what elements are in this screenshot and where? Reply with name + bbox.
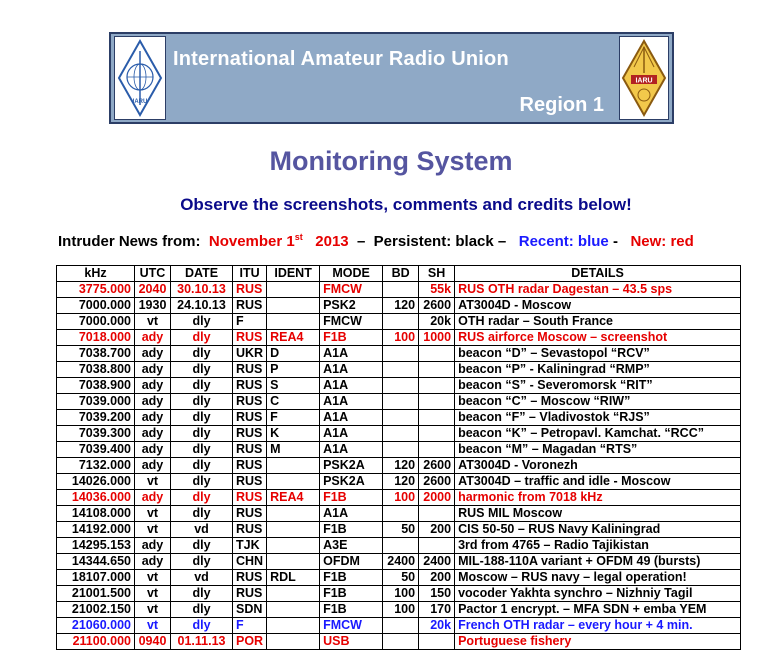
cell-mode: USB <box>320 634 383 650</box>
cell-ident: RDL <box>267 570 320 586</box>
iaru-logo-left <box>114 36 166 120</box>
cell-mode: F1B <box>320 570 383 586</box>
svg-text:IARU: IARU <box>635 77 653 85</box>
cell-sh <box>419 538 455 554</box>
col-header-details: DETAILS <box>455 266 741 282</box>
cell-sh: 55k <box>419 282 455 298</box>
table-row <box>57 522 741 538</box>
cell-mode: PSK2 <box>320 298 383 314</box>
cell-bd: 2400 <box>383 554 419 570</box>
cell-utc: vt <box>135 314 171 330</box>
cell-bd <box>383 506 419 522</box>
cell-itu: RUS <box>233 298 267 314</box>
cell-khz: 18107.000 <box>57 570 135 586</box>
cell-ident <box>267 554 320 570</box>
cell-sh <box>419 410 455 426</box>
table-row <box>57 394 741 410</box>
cell-utc: ady <box>135 442 171 458</box>
cell-details: beacon “K” – Petropavl. Kamchat. “RCC” <box>455 426 741 442</box>
cell-utc: ady <box>135 458 171 474</box>
cell-utc: vt <box>135 618 171 634</box>
cell-bd <box>383 362 419 378</box>
cell-utc: ady <box>135 346 171 362</box>
cell-ident: S <box>267 378 320 394</box>
cell-itu: RUS <box>233 474 267 490</box>
svg-text:IARU: IARU <box>132 99 148 105</box>
cell-date: dly <box>171 426 233 442</box>
cell-itu: RUS <box>233 458 267 474</box>
cell-khz: 14192.000 <box>57 522 135 538</box>
cell-utc: ady <box>135 426 171 442</box>
cell-details: beacon “C” – Moscow “RIW” <box>455 394 741 410</box>
cell-date: dly <box>171 378 233 394</box>
cell-date: 01.11.13 <box>171 634 233 650</box>
cell-ident <box>267 634 320 650</box>
cell-sh: 200 <box>419 522 455 538</box>
cell-details: beacon “M” – Magadan “RTS” <box>455 442 741 458</box>
cell-bd <box>383 378 419 394</box>
cell-details: Moscow – RUS navy – legal operation! <box>455 570 741 586</box>
cell-sh <box>419 378 455 394</box>
cell-khz: 14036.000 <box>57 490 135 506</box>
cell-khz: 7000.000 <box>57 298 135 314</box>
cell-sh: 1000 <box>419 330 455 346</box>
cell-itu: RUS <box>233 410 267 426</box>
cell-bd <box>383 538 419 554</box>
cell-itu: RUS <box>233 506 267 522</box>
cell-ident: REA4 <box>267 490 320 506</box>
cell-itu: F <box>233 314 267 330</box>
cell-utc: vt <box>135 586 171 602</box>
table-row <box>57 506 741 522</box>
table-row <box>57 426 741 442</box>
cell-date: vd <box>171 570 233 586</box>
table-row <box>57 538 741 554</box>
region-label: Region 1 <box>519 94 604 116</box>
cell-details: 3rd from 4765 – Radio Tajikistan <box>455 538 741 554</box>
cell-ident: M <box>267 442 320 458</box>
cell-date: 30.10.13 <box>171 282 233 298</box>
cell-details: AT3004D - Voronezh <box>455 458 741 474</box>
cell-khz: 21001.500 <box>57 586 135 602</box>
cell-date: dly <box>171 362 233 378</box>
cell-sh: 150 <box>419 586 455 602</box>
cell-itu: RUS <box>233 378 267 394</box>
cell-khz: 7039.400 <box>57 442 135 458</box>
cell-itu: RUS <box>233 442 267 458</box>
legend-new: New: red <box>630 233 694 250</box>
cell-bd: 120 <box>383 458 419 474</box>
legend-separator: - <box>612 233 618 250</box>
table-header-row <box>57 266 741 282</box>
cell-date: dly <box>171 314 233 330</box>
cell-date: dly <box>171 586 233 602</box>
cell-bd <box>383 394 419 410</box>
cell-utc: ady <box>135 362 171 378</box>
cell-details: beacon “P” - Kaliningrad “RMP” <box>455 362 741 378</box>
cell-khz: 7038.900 <box>57 378 135 394</box>
cell-bd: 50 <box>383 522 419 538</box>
table-row <box>57 282 741 298</box>
cell-sh <box>419 394 455 410</box>
cell-sh: 2400 <box>419 554 455 570</box>
cell-date: dly <box>171 330 233 346</box>
cell-date: dly <box>171 442 233 458</box>
table-row <box>57 442 741 458</box>
cell-khz: 14026.000 <box>57 474 135 490</box>
cell-details: Pactor 1 encrypt. – MFA SDN + emba YEM <box>455 602 741 618</box>
table-row <box>57 410 741 426</box>
cell-sh: 170 <box>419 602 455 618</box>
cell-ident <box>267 458 320 474</box>
table-row <box>57 586 741 602</box>
cell-mode: FMCW <box>320 282 383 298</box>
col-header-date: DATE <box>171 266 233 282</box>
cell-ident <box>267 282 320 298</box>
cell-ident: P <box>267 362 320 378</box>
cell-ident: K <box>267 426 320 442</box>
cell-khz: 7039.300 <box>57 426 135 442</box>
cell-itu: CHN <box>233 554 267 570</box>
cell-bd: 100 <box>383 586 419 602</box>
table-row <box>57 618 741 634</box>
cell-bd <box>383 618 419 634</box>
cell-mode: A1A <box>320 442 383 458</box>
table-row <box>57 346 741 362</box>
table-row <box>57 362 741 378</box>
col-header-bd: BD <box>383 266 419 282</box>
cell-mode: F1B <box>320 602 383 618</box>
cell-bd: 100 <box>383 330 419 346</box>
cell-khz: 21100.000 <box>57 634 135 650</box>
cell-mode: A1A <box>320 346 383 362</box>
cell-details: beacon “S” - Severomorsk “RIT” <box>455 378 741 394</box>
cell-itu: RUS <box>233 282 267 298</box>
cell-bd <box>383 346 419 362</box>
cell-khz: 7132.000 <box>57 458 135 474</box>
cell-khz: 7000.000 <box>57 314 135 330</box>
news-date: November 1st 2013 <box>208 232 349 250</box>
page-subtitle: Observe the screenshots, comments and credits below! <box>180 195 632 214</box>
cell-bd: 100 <box>383 490 419 506</box>
cell-details: RUS OTH radar Dagestan – 43.5 sps <box>455 282 741 298</box>
cell-sh <box>419 634 455 650</box>
cell-bd <box>383 410 419 426</box>
cell-details: RUS airforce Moscow – screenshot <box>455 330 741 346</box>
cell-ident <box>267 538 320 554</box>
cell-sh <box>419 426 455 442</box>
cell-sh: 20k <box>419 618 455 634</box>
cell-bd: 120 <box>383 474 419 490</box>
col-header-sh: SH <box>419 266 455 282</box>
cell-sh: 200 <box>419 570 455 586</box>
cell-mode: A1A <box>320 378 383 394</box>
cell-details: CIS 50-50 – RUS Navy Kaliningrad <box>455 522 741 538</box>
cell-khz: 21060.000 <box>57 618 135 634</box>
cell-utc: ady <box>135 538 171 554</box>
cell-khz: 7018.000 <box>57 330 135 346</box>
legend-recent: Recent: blue <box>518 233 609 250</box>
cell-mode: A1A <box>320 394 383 410</box>
table-row <box>57 490 741 506</box>
cell-mode: PSK2A <box>320 458 383 474</box>
cell-utc: ady <box>135 490 171 506</box>
table-row <box>57 570 741 586</box>
cell-ident: REA4 <box>267 330 320 346</box>
cell-mode: PSK2A <box>320 474 383 490</box>
cell-itu: POR <box>233 634 267 650</box>
col-header-utc: UTC <box>135 266 171 282</box>
cell-details: Portuguese fishery <box>455 634 741 650</box>
table-row <box>57 314 741 330</box>
cell-ident <box>267 602 320 618</box>
cell-sh <box>419 442 455 458</box>
cell-khz: 14295.153 <box>57 538 135 554</box>
cell-khz: 14108.000 <box>57 506 135 522</box>
cell-date: dly <box>171 458 233 474</box>
table-row <box>57 634 741 650</box>
cell-details: beacon “F” – Vladivostok “RJS” <box>455 410 741 426</box>
cell-sh <box>419 362 455 378</box>
table-row <box>57 602 741 618</box>
cell-mode: F1B <box>320 490 383 506</box>
col-header-ident: IDENT <box>267 266 320 282</box>
cell-utc: vt <box>135 474 171 490</box>
cell-utc: ady <box>135 330 171 346</box>
cell-date: dly <box>171 490 233 506</box>
col-header-khz: kHz <box>57 266 135 282</box>
cell-sh: 2600 <box>419 474 455 490</box>
legend-persistent: Persistent: black – <box>373 233 507 250</box>
table-row <box>57 378 741 394</box>
cell-utc: ady <box>135 410 171 426</box>
cell-khz: 7039.200 <box>57 410 135 426</box>
cell-mode: F1B <box>320 586 383 602</box>
cell-date: dly <box>171 410 233 426</box>
cell-ident <box>267 474 320 490</box>
cell-utc: ady <box>135 554 171 570</box>
cell-khz: 3775.000 <box>57 282 135 298</box>
cell-details: harmonic from 7018 kHz <box>455 490 741 506</box>
cell-utc: 2040 <box>135 282 171 298</box>
col-header-itu: ITU <box>233 266 267 282</box>
cell-itu: RUS <box>233 394 267 410</box>
intruder-news-line <box>58 232 694 250</box>
cell-itu: RUS <box>233 490 267 506</box>
cell-khz: 14344.650 <box>57 554 135 570</box>
cell-itu: RUS <box>233 330 267 346</box>
cell-mode: A1A <box>320 362 383 378</box>
cell-date: dly <box>171 618 233 634</box>
cell-date: dly <box>171 506 233 522</box>
cell-details: AT3004D – traffic and idle - Moscow <box>455 474 741 490</box>
table-row <box>57 474 741 490</box>
cell-mode: A1A <box>320 410 383 426</box>
cell-sh: 20k <box>419 314 455 330</box>
cell-itu: UKR <box>233 346 267 362</box>
cell-itu: RUS <box>233 522 267 538</box>
cell-sh: 2600 <box>419 458 455 474</box>
cell-ident <box>267 618 320 634</box>
cell-sh <box>419 506 455 522</box>
cell-bd <box>383 314 419 330</box>
cell-itu: RUS <box>233 570 267 586</box>
cell-itu: TJK <box>233 538 267 554</box>
cell-bd <box>383 634 419 650</box>
cell-mode: A1A <box>320 506 383 522</box>
cell-itu: RUS <box>233 586 267 602</box>
cell-utc: vt <box>135 522 171 538</box>
cell-mode: OFDM <box>320 554 383 570</box>
cell-utc: vt <box>135 506 171 522</box>
cell-ident <box>267 298 320 314</box>
intruder-table <box>56 265 741 650</box>
news-dash: – <box>356 233 366 250</box>
cell-details: French OTH radar – every hour + 4 min. <box>455 618 741 634</box>
cell-mode: FMCW <box>320 314 383 330</box>
cell-details: beacon “D” – Sevastopol “RCV” <box>455 346 741 362</box>
table-row <box>57 298 741 314</box>
cell-itu: RUS <box>233 362 267 378</box>
cell-mode: F1B <box>320 522 383 538</box>
cell-ident <box>267 506 320 522</box>
cell-bd <box>383 426 419 442</box>
cell-date: dly <box>171 602 233 618</box>
cell-details: vocoder Yakhta synchro – Nizhniy Tagil <box>455 586 741 602</box>
cell-utc: vt <box>135 570 171 586</box>
cell-khz: 7039.000 <box>57 394 135 410</box>
org-title: International Amateur Radio Union <box>173 48 509 70</box>
cell-date: dly <box>171 394 233 410</box>
page-title: Monitoring System <box>269 146 513 176</box>
cell-bd <box>383 282 419 298</box>
cell-sh: 2600 <box>419 298 455 314</box>
cell-date: dly <box>171 474 233 490</box>
news-prefix: Intruder News from: <box>58 233 201 250</box>
cell-khz: 7038.700 <box>57 346 135 362</box>
cell-date: dly <box>171 538 233 554</box>
cell-mode: A3E <box>320 538 383 554</box>
cell-bd <box>383 442 419 458</box>
cell-utc: vt <box>135 602 171 618</box>
cell-bd: 120 <box>383 298 419 314</box>
table-row <box>57 458 741 474</box>
cell-utc: 0940 <box>135 634 171 650</box>
table-row <box>57 330 741 346</box>
cell-bd: 50 <box>383 570 419 586</box>
table-row <box>57 554 741 570</box>
cell-date: vd <box>171 522 233 538</box>
cell-itu: F <box>233 618 267 634</box>
cell-mode: A1A <box>320 426 383 442</box>
cell-date: 24.10.13 <box>171 298 233 314</box>
cell-ident <box>267 586 320 602</box>
cell-sh <box>419 346 455 362</box>
cell-ident: D <box>267 346 320 362</box>
cell-utc: ady <box>135 378 171 394</box>
cell-details: RUS MIL Moscow <box>455 506 741 522</box>
cell-ident: C <box>267 394 320 410</box>
cell-khz: 7038.800 <box>57 362 135 378</box>
cell-bd: 100 <box>383 602 419 618</box>
col-header-mode: MODE <box>320 266 383 282</box>
cell-details: AT3004D - Moscow <box>455 298 741 314</box>
cell-ident <box>267 522 320 538</box>
cell-ident <box>267 314 320 330</box>
cell-details: OTH radar – South France <box>455 314 741 330</box>
cell-utc: ady <box>135 394 171 410</box>
cell-utc: 1930 <box>135 298 171 314</box>
header-banner <box>109 32 674 124</box>
cell-date: dly <box>171 346 233 362</box>
cell-itu: SDN <box>233 602 267 618</box>
cell-date: dly <box>171 554 233 570</box>
cell-khz: 21002.150 <box>57 602 135 618</box>
iaru-logo-right <box>619 36 669 120</box>
cell-itu: RUS <box>233 426 267 442</box>
cell-sh: 2000 <box>419 490 455 506</box>
cell-mode: FMCW <box>320 618 383 634</box>
cell-mode: F1B <box>320 330 383 346</box>
cell-ident: F <box>267 410 320 426</box>
cell-details: MIL-188-110A variant + OFDM 49 (bursts) <box>455 554 741 570</box>
